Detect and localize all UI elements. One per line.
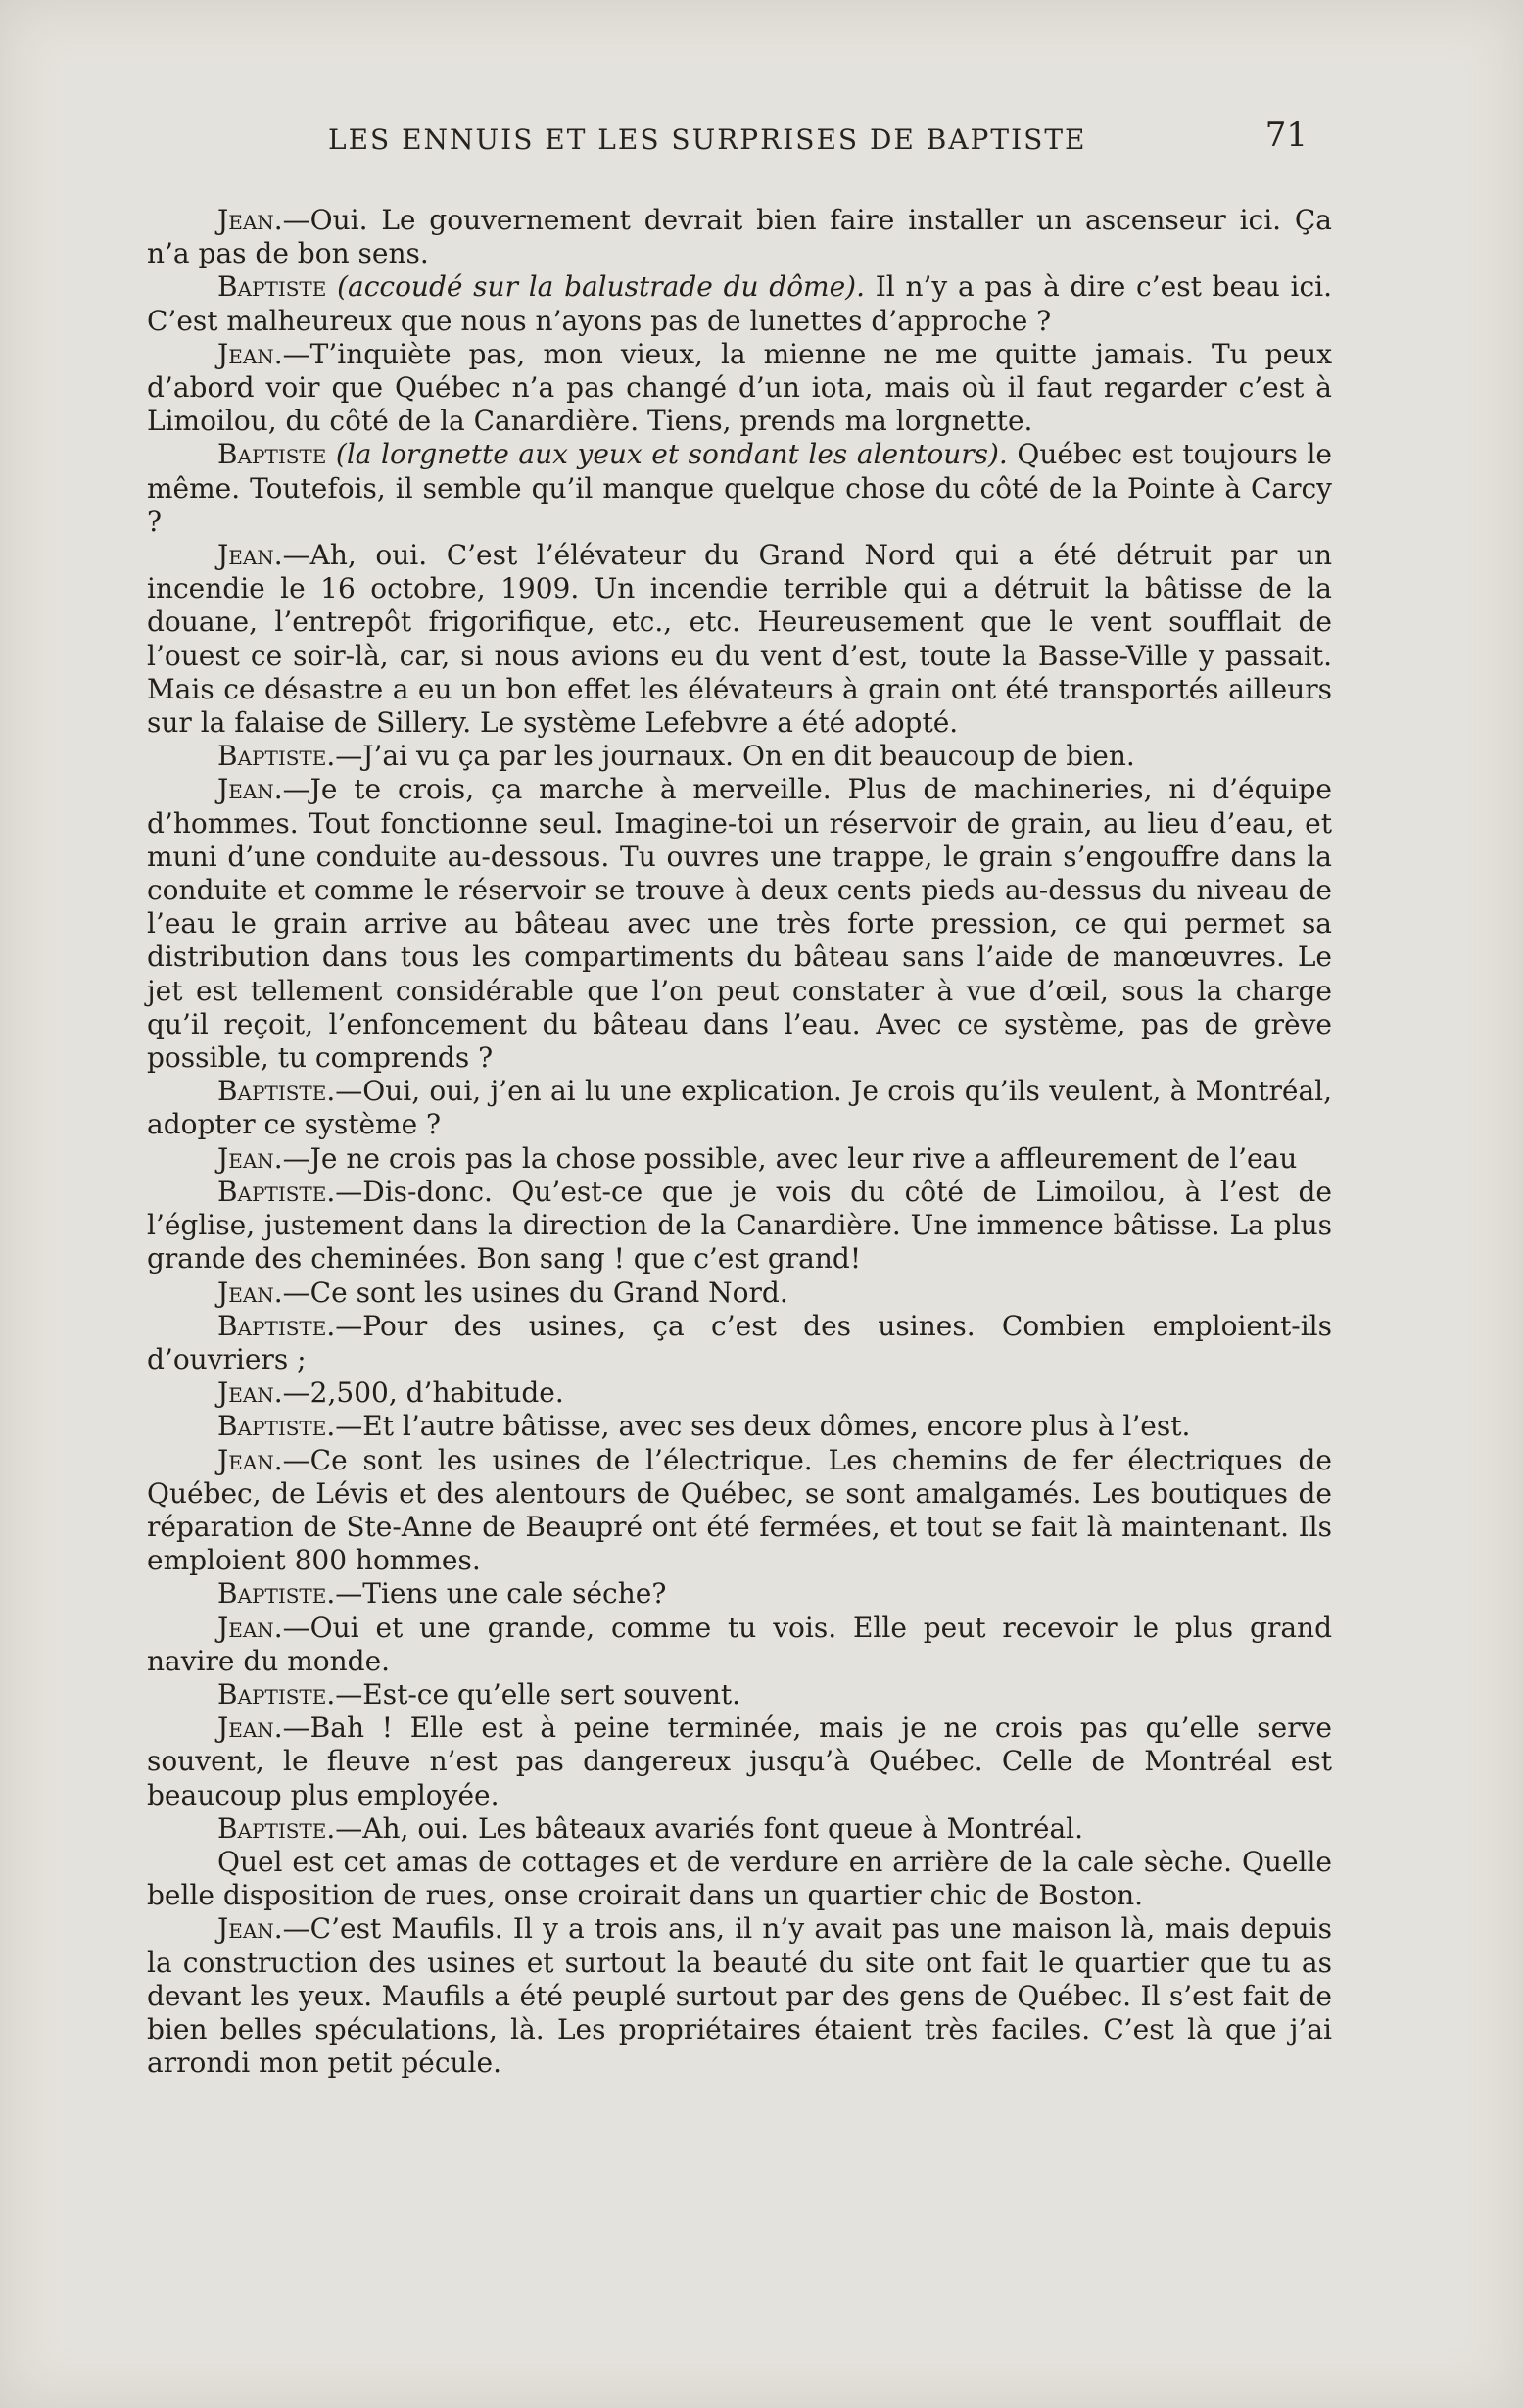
speech-text: —Bah ! Elle est à peine terminée, mais je ne crois pas qu’elle serve souvent, le fleuve n’est pas dangereux jusqu’à Québec. Celle de Montréal est beaucoup plus employée. <box>147 1711 1332 1811</box>
speaker-name: Baptiste <box>217 438 327 471</box>
speaker-name: Baptiste <box>217 270 327 304</box>
speech-text: Québec est toujours le même. Toutefois, il semble qu’il manque quelque chose du côté de la Pointe à Carcy ? <box>147 438 1332 538</box>
paragraph <box>147 1711 1332 1812</box>
speaker-name: Baptiste. <box>217 1309 336 1342</box>
speech-text: —Oui et une grande, comme tu vois. Elle peut recevoir le plus grand navire du monde. <box>147 1611 1332 1677</box>
speech-text: Quel est cet amas de cottages et de verdure en arrière de la cale sèche. Quelle belle disposition de rues, onse croirait dans un quartier chic de Boston. <box>147 1845 1332 1912</box>
speaker-name: Jean. <box>217 1912 283 1946</box>
speaker-name: Jean. <box>217 1276 283 1309</box>
speech-text: —Oui, oui, j’en ai lu une explication. Je crois qu’ils veulent, à Montréal, adopter ce système ? <box>147 1075 1332 1141</box>
speech-text: —Ce sont les usines du Grand Nord. <box>282 1276 788 1309</box>
speech-text: —Pour des usines, ça c’est des usines. Combien emploient-ils d’ouvriers ; <box>147 1309 1332 1375</box>
stage-direction: (la lorgnette aux yeux et sondant les alentours). <box>335 438 1008 471</box>
paragraph <box>147 740 1332 773</box>
paragraph <box>147 1176 1332 1276</box>
speech-text: —Je ne crois pas la chose possible, avec leur rive a affleurement de l’eau <box>282 1141 1298 1175</box>
speaker-name: Jean. <box>217 337 283 370</box>
speech-text: —Oui. Le gouvernement devrait bien faire installer un ascenseur ici. Ça n’a pas de bon sens. <box>147 204 1332 270</box>
paragraph <box>147 773 1332 1075</box>
speech-text: —T’inquiète pas, mon vieux, la mienne ne me quitte jamais. Tu peux d’abord voir que Québec n’a pas changé d’un iota, mais où il faut regarder c’est à Limoilou, du côté de la Canardière. Tiens, prends ma lorgnette. <box>147 337 1332 438</box>
speaker-name: Baptiste. <box>217 740 336 773</box>
paragraph <box>147 1376 1332 1410</box>
page-number: 71 <box>1264 116 1308 155</box>
paragraph <box>147 1846 1332 1912</box>
speech-text: —Ah, oui. C’est l’élévateur du Grand Nord qui a été détruit par un incendie le 16 octobre, 1909. Un incendie terrible qui a détruit la bâtisse de la douane, l’entrepôt frigorifique, etc., etc. Heureusement que le vent soufflait de l’ouest ce soir-là, car, si nous avions eu du vent d’est, toute la Basse-Ville y passait. Mais ce désastre a eu un bon effet les élévateurs à grain ont été transportés ailleurs sur la falaise de Sillery. Le système Lefebvre a été adopté. <box>147 539 1332 740</box>
speaker-name: Baptiste. <box>217 1075 336 1108</box>
speech-text: —Ce sont les usines de l’électrique. Les chemins de fer électriques de Québec, de Lévis et des alentours de Québec, se sont amalgamés. Les boutiques de réparation de Ste-Anne de Beaupré ont été fermées, et tout se fait là maintenant. Ils emploient 800 hommes. <box>147 1443 1332 1577</box>
speaker-name: Baptiste. <box>217 1175 336 1208</box>
speaker-name: Jean. <box>217 1711 283 1745</box>
paragraph <box>147 338 1332 439</box>
speaker-name: Baptiste. <box>217 1410 336 1443</box>
speaker-name: Jean. <box>217 539 283 572</box>
paragraph <box>147 1075 1332 1141</box>
paragraph <box>147 1912 1332 2080</box>
speaker-name: Jean. <box>217 1611 283 1644</box>
paragraph <box>147 1310 1332 1376</box>
speech-text: —Tiens une cale séche? <box>335 1577 667 1611</box>
speaker-name: Jean. <box>217 204 283 236</box>
page-header <box>328 116 1308 165</box>
paragraph <box>147 1276 1332 1310</box>
paragraph <box>147 1812 1332 1846</box>
speech-text: Il n’y a pas à dire c’est beau ici. C’est malheureux que nous n’ayons pas de lunettes d’approche ? <box>147 270 1332 337</box>
speaker-name: Jean. <box>217 1141 283 1175</box>
speaker-name: Jean. <box>217 1376 283 1410</box>
speech-text: —C’est Maufils. Il y a trois ans, il n’y avait pas une maison là, mais depuis la construction des usines et surtout la beauté du site ont fait le quartier que tu as devant les yeux. Maufils a été peuplé surtout par des gens de Québec. Il s’est fait de bien belles spéculations, là. Les propriétaires étaient très faciles. C’est là que j’ai arrondi mon petit pécule. <box>147 1912 1332 2080</box>
paragraph <box>147 270 1332 337</box>
speech-text: —Dis-donc. Qu’est-ce que je vois du côté de Limoilou, à l’est de l’église, justement dans la direction de la Canardière. Une immence bâtisse. La plus grande des cheminées. Bon sang ! que c’est grand! <box>147 1175 1332 1276</box>
paragraph <box>147 1678 1332 1711</box>
speech-text: —Est-ce qu’elle sert souvent. <box>335 1677 741 1710</box>
speech-text: —Ah, oui. Les bâteaux avariés font queue à Montréal. <box>335 1811 1083 1845</box>
speaker-name: Baptiste. <box>217 1677 336 1710</box>
body-text <box>147 204 1332 2080</box>
speaker-name: Jean. <box>217 773 283 806</box>
speech-text: —Je te crois, ça marche à merveille. Plus de machineries, ni d’équipe d’hommes. Tout fonctionne seul. Imagine-toi un réservoir de grain, au lieu d’eau, et muni d’une conduite au-dessous. Tu ouvres une trappe, le grain s’engouffre dans la conduite et comme le réservoir se trouve à deux cents pieds au-dessus du niveau de l’eau le grain arrive au bâteau avec une très forte pression, ce qui permet sa distribution dans tous les compartiments du bâteau sans l’aide de manœuvres. Le jet est tellement considérable que l’on peut constater à vue d’œil, sous la charge qu’il reçoit, l’enfoncement du bâteau dans l’eau. Avec ce système, pas de grève possible, tu comprends ? <box>147 773 1332 1075</box>
paragraph <box>147 1577 1332 1611</box>
speaker-name: Jean. <box>217 1443 283 1476</box>
speech-text: —Et l’autre bâtisse, avec ses deux dômes, encore plus à l’est. <box>335 1410 1191 1443</box>
paragraph <box>147 1142 1332 1176</box>
stage-direction: (accoudé sur la balustrade du dôme). <box>337 270 865 304</box>
paragraph <box>147 1444 1332 1578</box>
paragraph <box>147 438 1332 539</box>
paragraph <box>147 1410 1332 1443</box>
speaker-name: Baptiste. <box>217 1811 336 1845</box>
speech-text: —J’ai vu ça par les journaux. On en dit beaucoup de bien. <box>335 740 1135 773</box>
paragraph <box>147 1612 1332 1678</box>
speech-text: —2,500, d’habitude. <box>282 1376 564 1410</box>
paragraph <box>147 539 1332 740</box>
running-head: LES ENNUIS ET LES SURPRISES DE BAPTISTE <box>328 123 1087 156</box>
paragraph <box>147 204 1332 270</box>
speaker-name: Baptiste. <box>217 1577 336 1611</box>
